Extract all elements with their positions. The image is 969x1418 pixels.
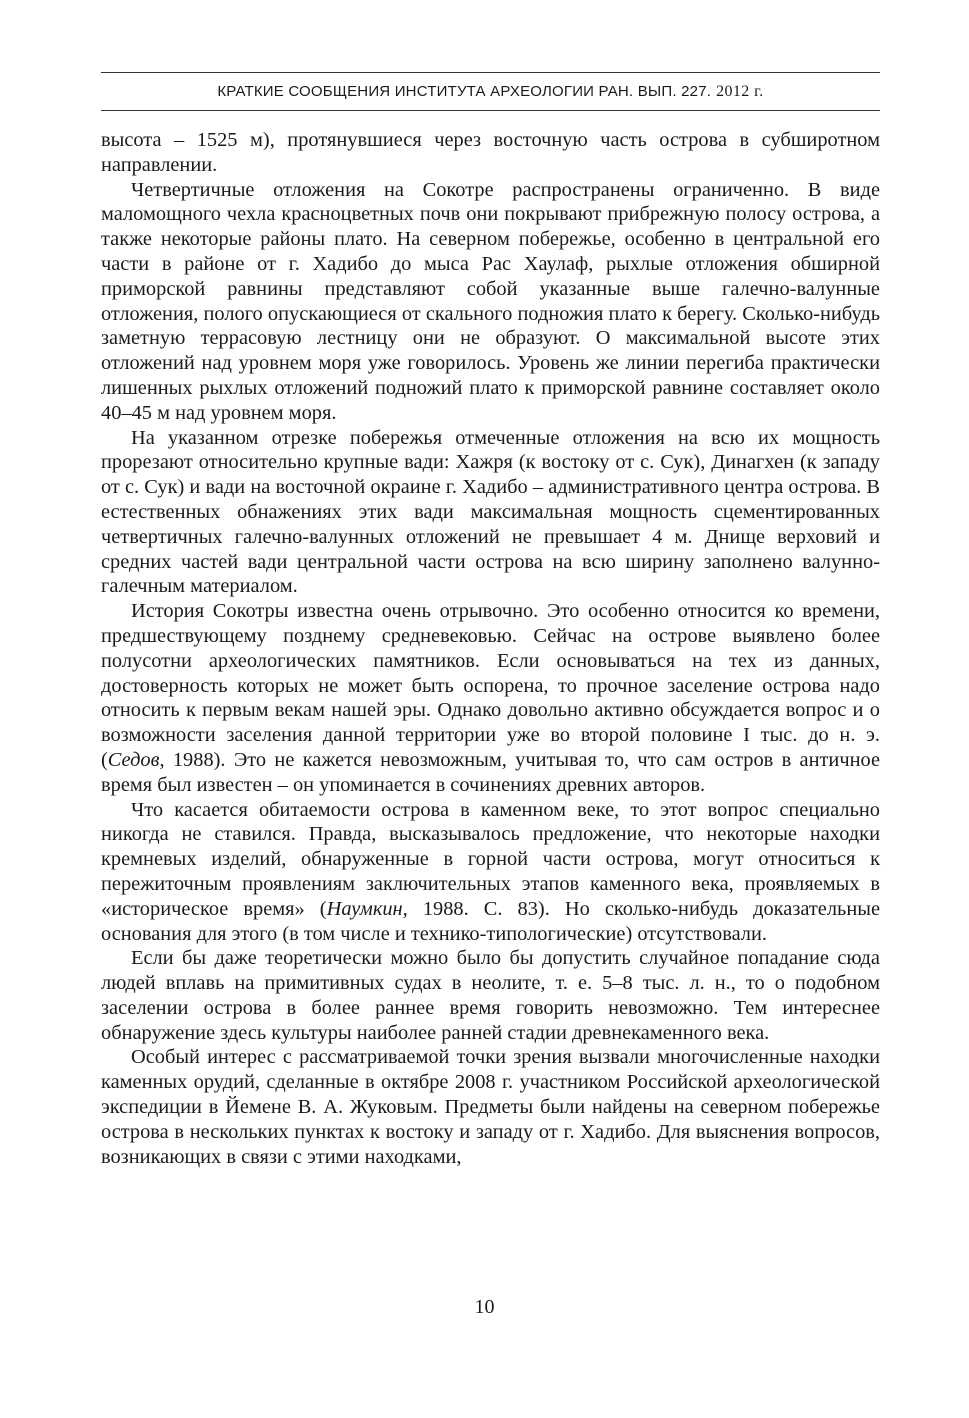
paragraph-5 bbox=[101, 798, 880, 947]
paragraph-1: высота – 1525 м), протянувшиеся через восточную часть острова в субширотном направлении. bbox=[101, 129, 880, 176]
paragraph-2: Четвертичные отложения на Сокотре распространены ограниченно. В виде маломощного чехла красноцветных почв они покрывают прибрежную полосу острова, а также некоторые районы плато. На северном побережье, особенно в центральной его части в районе от г. Хадибо до мыса Рас Хаулаф, рыхлые отложения обширной приморской равнины представляют собой указанные выше галечно-валунные отложения, полого опускающиеся от скального подножия плато к берегу. Сколько-нибудь заметную террасовую лестницу они не образуют. О максимальной высоте этих отложений над уровнем моря уже говорилось. Уровень же линии перегиба практически лишенных рыхлых отложений подножий плато к приморской равнине составляет около 40–45 м над уровнем моря. bbox=[101, 178, 880, 424]
citation-author-naumkin: Наумкин bbox=[326, 897, 403, 920]
page-number: 10 bbox=[474, 1296, 495, 1318]
paragraph-3: На указанном отрезке побережья отмеченные отложения на всю их мощность прорезают относительно крупные вади: Хажря (к востоку от с. Сук), Динагхен (к западу от с. Сук) и вади на восточной окраине г. Хадибо – административного центра острова. В естественных обнажениях этих вади максимальная мощность сцементированных четвертичных галечно-валунных отложений не превышает 4 м. Днище верховий и средних частей вади центральной части острова на всю ширину заполнено валунно-галечным материалом. bbox=[101, 426, 880, 598]
paragraph-6: Если бы даже теоретически можно было бы допустить случайное попадание сюда людей вплавь на примитивных судах в неолите, т. е. 5–8 тыс. л. н., то о подобном заселении острова в более раннее время говорить невозможно. Тем интереснее обнаружение здесь культуры наиболее ранней стадии древнекаменного века. bbox=[101, 947, 880, 1044]
paragraph-7: Особый интерес с рассматриваемой точки зрения вызвали многочисленные находки каменных орудий, сделанные в октябре 2008 г. участником Российской археологической экспедиции в Йемене В. А. Жуковым. Предметы были найдены на северном побережье острова в нескольких пунктах к востоку и западу от г. Хадибо. Для выяснения вопросов, возникающих в связи с этими находками, bbox=[101, 1046, 880, 1168]
journal-year: 2012 г. bbox=[716, 82, 764, 100]
citation-author-sedov: Седов bbox=[107, 748, 160, 771]
body-text bbox=[101, 128, 880, 1169]
running-header bbox=[101, 72, 880, 111]
journal-title: КРАТКИЕ СООБЩЕНИЯ ИНСТИТУТА АРХЕОЛОГИИ РАН. ВЫП. 227. bbox=[217, 83, 712, 100]
paragraph-4 bbox=[101, 599, 880, 797]
paragraph-4-text-before: История Сокотры известна очень отрывочно. Это особенно относится ко времени, предшествующему позднему средневековью. Сейчас на острове выявлено более полусотни археологических памятников. Если основываться на тех из данных, достоверность которых не может быть оспорена, то прочное заселение острова надо относить к первым векам нашей эры. Однако довольно активно обсуждается вопрос и о возможности заселения данной территории уже во второй половине I тыс. до н. э. ( bbox=[101, 600, 880, 771]
paragraph-5-text-before: Что касается обитаемости острова в каменном веке, то этот вопрос специально никогда не ставился. Правда, высказывалось предложение, что некоторые находки кремневых изделий, обнаруженные в горной части острова, могут относиться к пережиточным проявлениям заключительных этапов каменного века, проявляемых в «историческое время» ( bbox=[101, 798, 880, 920]
paragraph-5-text-after: , 1988. С. 83). Но сколько-нибудь доказательные основания для этого (в том числе и технико-типологические) отсутствовали. bbox=[101, 897, 880, 945]
paragraph-4-text-after: , 1988). Это не кажется невозможным, учитывая то, что сам остров в античное время был известен – он упоминается в сочинениях древних авторов. bbox=[101, 748, 880, 796]
